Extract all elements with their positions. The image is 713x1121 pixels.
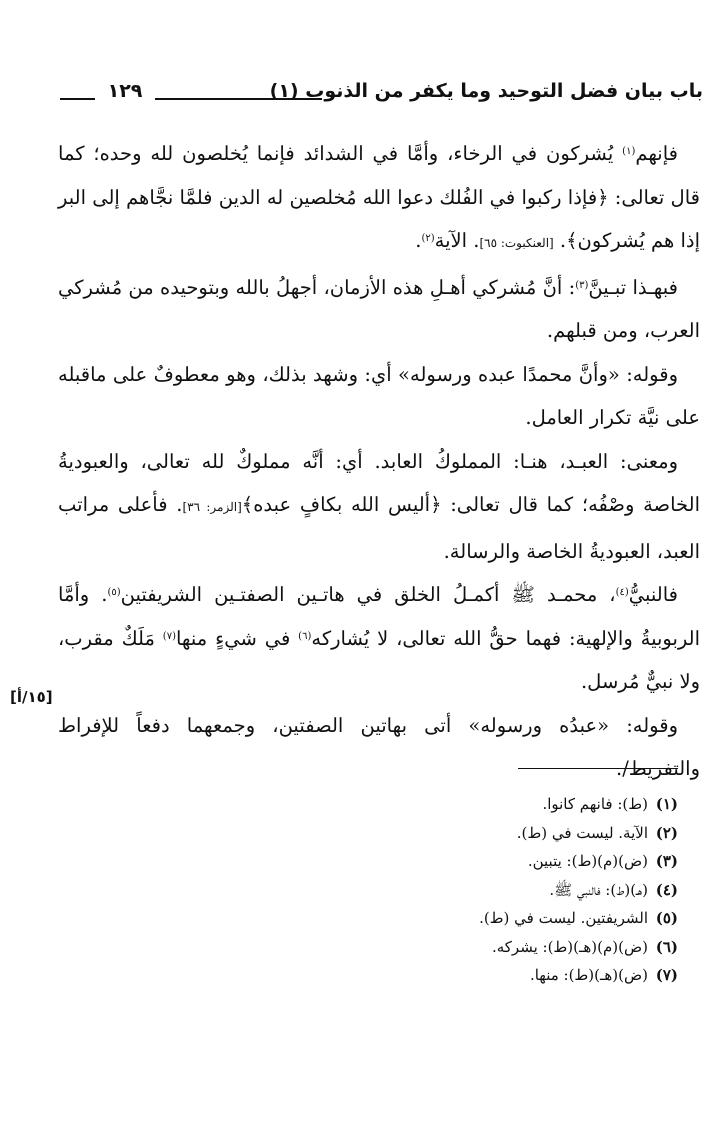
- text-segment: ، محمـد ﷺ أكمـلُ الخلق في هاتـين الصفتـين الشريفتين: [120, 583, 616, 606]
- footnote-text: (ض)(م)(ط): يتبين.: [527, 852, 648, 870]
- footnote-item: [258, 961, 678, 990]
- paragraph-3: [58, 353, 700, 440]
- footnote-number: (٥): [655, 909, 678, 927]
- footnote-text: الآية. ليست في (ط).: [516, 823, 648, 842]
- footnote-item: [258, 819, 678, 848]
- footnote-text: الشريفتين. ليست في (ط).: [479, 909, 648, 927]
- footnote-item: [258, 790, 678, 819]
- footnote-marker: (٤): [615, 587, 629, 598]
- text-segment: . وأمَّا الربوبيةُ والإلهية: فهما حقُّ الله تعالى، لا يُشاركه: [58, 583, 701, 650]
- footnote-number: (١): [655, 795, 678, 813]
- paragraph-4: [58, 440, 700, 574]
- footnote-marker: (٢): [421, 233, 435, 244]
- footnote-marker: (٦): [298, 630, 312, 642]
- footnote-marker: (٣): [575, 279, 589, 291]
- footnote-text: (ض)(هـ)(ط): منها.: [529, 966, 648, 984]
- text-segment: ومعنى: العبـد، هنـا: المملوكُ العابد. أي: أنَّه مملوكٌ لله تعالى، والعبوديةُ الخاصة وصْفُه؛ كما قال تعالى:: [58, 449, 701, 516]
- text-segment: : أنَّ مُشركي أهـلِ هذه الأزمان، أجهلُ بالله وبتوحيده من مُشركي العرب، ومن قبلهم.: [58, 275, 700, 342]
- main-text: [58, 132, 700, 791]
- footnote-item: [258, 933, 678, 962]
- footnote-marker: (٧): [162, 630, 176, 642]
- text-segment: مَلَكٌ مقرب، ولا نبيٌّ مُرسل.: [58, 626, 700, 693]
- text-segment: . فأعلى مراتب العبد، العبوديةُ الخاصة والرسالة.: [58, 493, 700, 563]
- text-segment: وقوله: «عبدُه ورسوله» أتى بهاتين الصفتين، وجمعهما دفعاً للإفراط والتفريط/.: [58, 713, 700, 780]
- text-segment: فالنبيُّ: [628, 583, 679, 606]
- footnote-number: (٤): [655, 880, 678, 899]
- running-header-title: باب بيان فضل التوحيد وما يكفر من الذنوب (١): [269, 80, 703, 102]
- footnote-item: [258, 876, 678, 905]
- text-segment: ﴿أليس الله بكافٍ عبده﴾: [241, 493, 442, 516]
- footnote-text: (ط): فانهم كانوا.: [542, 795, 648, 813]
- text-segment: فبهـذا تبـينَّ: [588, 275, 679, 299]
- footnote-number: (٧): [655, 966, 678, 984]
- text-segment: في شيءٍ منها: [175, 626, 299, 650]
- text-segment: يُشركون في الرخاء، وأمَّا في الشدائد فإنما يُخلصون لله وحده؛ كما قال تعالى:: [58, 142, 700, 209]
- page-number: ١٢٩: [95, 80, 155, 102]
- text-segment: .: [553, 229, 567, 252]
- text-segment: وقوله: «وأنَّ محمدًا عبده ورسوله» أي: وشهد بذلك، وهو معطوفٌ على ماقبله على نيَّة تكرار العامل.: [58, 362, 700, 429]
- footnote-item: [258, 847, 678, 876]
- text-segment: .: [415, 229, 422, 252]
- verse-reference: [الزمر: ٣٦]: [182, 500, 242, 514]
- footnote-number: (٢): [655, 823, 678, 842]
- verse-reference: [العنكبوت: ٦٥]: [479, 236, 554, 250]
- header-dash: [62, 98, 92, 100]
- footnote-marker: (٥): [107, 587, 121, 598]
- text-segment: فإنهم: [635, 142, 678, 165]
- footnote-marker: (١): [622, 146, 636, 157]
- text-segment: . الآية: [434, 229, 480, 252]
- text-segment: ﴿فإذا ركبوا في الفُلك دعوا الله مُخلصين له الدين فلمَّا نجَّاهم إلى البر إذا هم يُشركون﴾: [58, 185, 700, 252]
- paragraph-6: [58, 704, 700, 791]
- footnote-number: (٦): [655, 937, 678, 956]
- footnote-text: (هـ)(ط): فالنبي ﷺ.: [549, 880, 648, 899]
- paragraph-5: [58, 573, 700, 704]
- footnote-text: (ض)(م)(هـ)(ط): يشركه.: [491, 937, 648, 956]
- manuscript-folio-marker: [١٥/أ]: [10, 688, 53, 706]
- footnote-number: (٣): [655, 852, 678, 870]
- footnote-item: [258, 904, 678, 933]
- footnotes-list: [258, 790, 678, 990]
- footnote-separator: [518, 768, 678, 769]
- paragraph-2: [58, 266, 700, 353]
- paragraph-1: [58, 132, 700, 266]
